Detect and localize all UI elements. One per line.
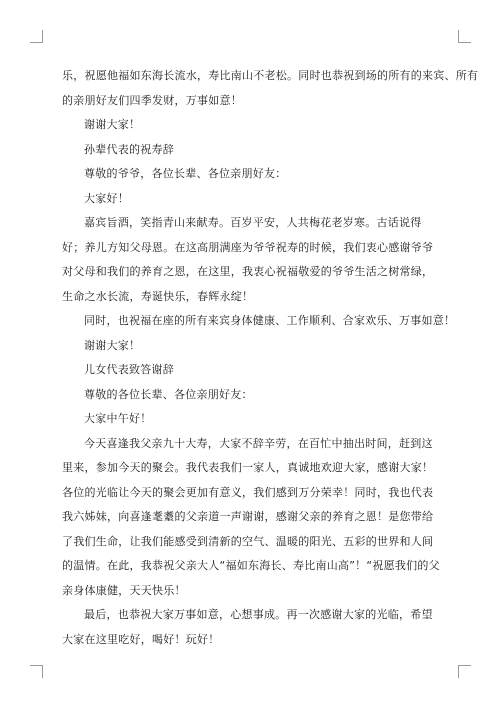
- paragraph: 的亲朋好友们四季发财，万事如意！: [62, 93, 242, 107]
- paragraph: 谢谢大家！: [84, 118, 141, 131]
- section-heading: 孙辈代表的祝寿辞: [84, 142, 174, 156]
- crop-mark-bottom-left: [30, 665, 43, 678]
- paragraph: 谢谢大家！: [84, 338, 141, 352]
- greeting: 大家好！: [84, 191, 129, 205]
- paragraph: 同时，也祝福在座的所有来宾身体健康、工作顺利、合家欢乐、万事如意！: [84, 314, 456, 327]
- salutation: 尊敬的爷爷，各位长辈、各位亲朋好友：: [84, 167, 287, 180]
- document-body: [62, 64, 479, 652]
- crop-mark-bottom-right: [458, 665, 471, 678]
- crop-mark-top-left: [30, 30, 43, 43]
- crop-mark-top-right: [458, 30, 471, 43]
- salutation: 尊敬的各位长辈、各位亲朋好友：: [84, 387, 253, 401]
- greeting: 大家中午好！: [84, 412, 152, 425]
- paragraph: 最后，也恭祝大家万事如意，心想事成。再一次感谢大家的光临，希望大家在这里吃好，喝好！玩好！: [62, 608, 433, 646]
- paragraph: 嘉宾旨酒，笑指青山来献寿。百岁平安，人共梅花老岁寒。古话说得好；养儿方知父母恩。在这高朋满座为爷爷祝寿的时候，我们衷心感谢爷爷对父母和我们的养育之恩，在这里，我衷心祝福敬爱的爷爷生活之树常绿，生命之水长流，寿诞快乐，春辉永绽！: [62, 216, 434, 303]
- paragraph: 今天喜逢我父亲九十大寿，大家不辞辛劳，在百忙中抽出时间，赶到这里来，参加今天的聚会。我代表我们一家人，真诚地欢迎大家，感谢大家！各位的光临让今天的聚会更加有意义，我们感到万分荣幸！同时，我也代表我六姊妹，向喜逢耄耋的父亲道一声谢谢，感谢父亲的养育之恩！是您带给了我们生命，让我们能感受到清新的空气、温暖的阳光、五彩的世界和人间的温情。在此，我恭祝父亲大人“福如东海长、寿比南山高”！“祝愿我们的父亲身体康健，天天快乐！: [62, 436, 440, 597]
- paragraph: 乐，祝愿他福如东海长流水，寿比南山不老松。同时也恭祝到场的所有的来宾、所有: [62, 69, 479, 82]
- section-heading: 儿女代表致答谢辞: [84, 363, 174, 376]
